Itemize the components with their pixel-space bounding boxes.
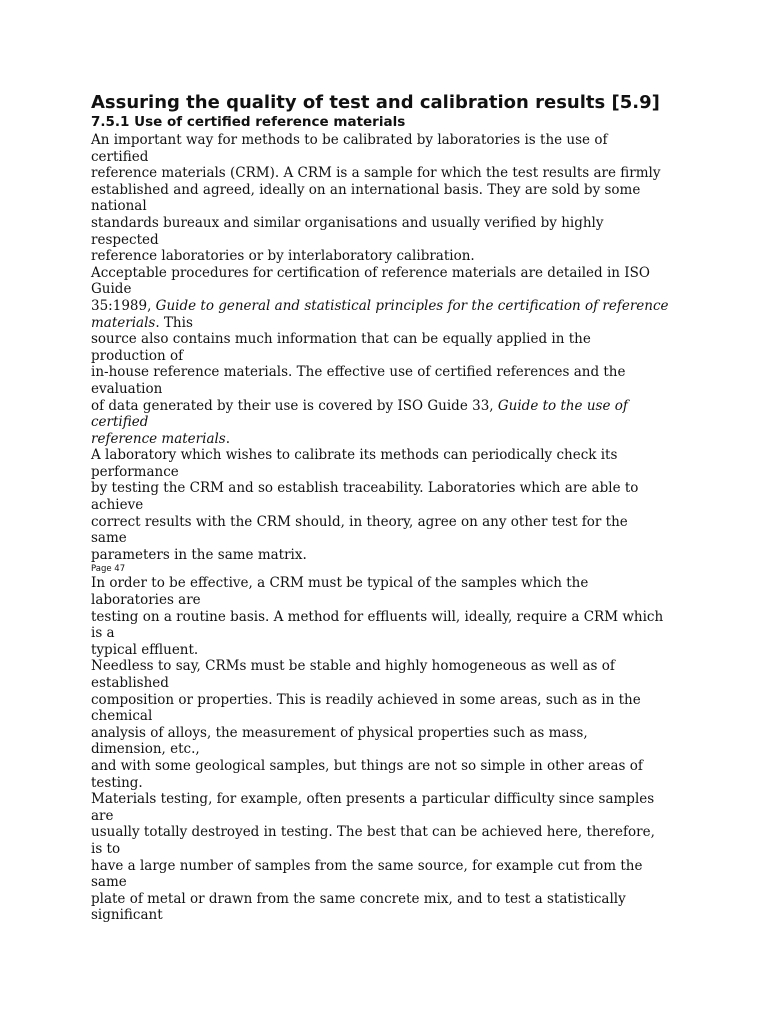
text-run: have a large number of samples from the same source, for example cut from the	[91, 857, 643, 874]
text-line	[91, 447, 691, 464]
text-line	[91, 348, 691, 365]
text-line	[91, 609, 691, 626]
text-run: Acceptable procedures for certification of reference materials are detailed in ISO	[91, 264, 650, 281]
italic-text-run: Guide to the use of	[497, 397, 628, 414]
text-line	[91, 149, 691, 166]
text-run: A laboratory which wishes to calibrate its methods can periodically check its	[91, 447, 618, 464]
text-run: parameters in the same matrix.	[91, 546, 307, 563]
text-run: is to	[91, 840, 121, 857]
text-line	[91, 480, 691, 497]
text-line	[91, 414, 691, 431]
document-title: Assuring the quality of test and calibration results [5.9]	[91, 92, 660, 113]
text-run: established	[91, 675, 169, 691]
text-line	[91, 642, 691, 659]
text-run: performance	[91, 463, 179, 480]
text-run: certified	[91, 148, 149, 165]
text-run: are	[91, 807, 114, 824]
text-line	[91, 232, 691, 249]
text-run: 35:1989,	[91, 297, 156, 314]
text-line	[91, 165, 691, 182]
text-line	[91, 592, 691, 609]
text-line	[91, 248, 691, 265]
text-line	[91, 675, 691, 692]
text-line	[91, 741, 691, 758]
text-run: of data generated by their use is covered by ISO Guide 33,	[91, 397, 498, 414]
text-line	[91, 315, 691, 332]
text-line	[91, 281, 691, 298]
text-run: usually totally destroyed in testing. The best that can be achieved here, therefore,	[91, 824, 655, 841]
text-run: dimension, etc.,	[91, 741, 200, 758]
text-line	[91, 874, 691, 891]
text-line	[91, 758, 691, 775]
text-run: composition or properties. This is readily achieved in some areas, such as in the	[91, 691, 641, 708]
text-run: analysis of alloys, the measurement of physical properties such as mass,	[91, 724, 588, 741]
text-line	[91, 381, 691, 398]
text-run: source also contains much information that can be equally applied in the	[91, 331, 591, 348]
text-line	[91, 514, 691, 531]
text-line	[91, 497, 691, 514]
text-line	[91, 891, 691, 908]
text-run: is a	[91, 625, 115, 642]
text-line	[91, 907, 691, 924]
text-line	[91, 625, 691, 642]
text-line	[91, 575, 691, 592]
text-run: testing.	[91, 774, 143, 791]
text-run: significant	[91, 907, 163, 924]
text-line	[91, 132, 691, 149]
text-line	[91, 265, 691, 282]
text-line	[91, 547, 691, 564]
text-line	[91, 841, 691, 858]
text-line	[91, 464, 691, 481]
text-run: correct results with the CRM should, in theory, agree on any other test for the	[91, 513, 628, 530]
text-run: . This	[155, 314, 193, 331]
text-line	[91, 658, 691, 675]
italic-text-run: certified	[91, 414, 149, 431]
text-run: established and agreed, ideally on an international basis. They are sold by some	[91, 181, 641, 198]
text-line	[91, 182, 691, 199]
text-run: testing on a routine basis. A method for effluents will, ideally, require a CRM which	[91, 608, 664, 625]
text-run: An important way for methods to be calibrated by laboratories is the use of	[91, 132, 608, 148]
document-page	[91, 92, 691, 924]
section-heading: 7.5.1 Use of certified reference materials	[91, 114, 406, 130]
text-run: In order to be effective, a CRM must be typical of the samples which the	[91, 575, 589, 592]
text-run: Guide	[91, 281, 132, 298]
text-run: laboratories are	[91, 592, 201, 609]
italic-text-run: Guide to general and statistical principles for the certification of reference	[155, 297, 669, 314]
text-line	[91, 791, 691, 808]
text-line	[91, 298, 691, 315]
text-line	[91, 364, 691, 381]
text-line	[91, 725, 691, 742]
text-run: .	[225, 430, 231, 447]
text-line	[91, 824, 691, 841]
text-run: respected	[91, 231, 159, 248]
text-run: same	[91, 874, 127, 891]
page-number: Page 47	[91, 564, 126, 575]
text-line	[91, 215, 691, 232]
text-run: and with some geological samples, but things are not so simple in other areas of	[91, 757, 643, 774]
text-run: Materials testing, for example, often presents a particular difficulty since samples	[91, 791, 655, 808]
text-run: plate of metal or drawn from the same concrete mix, and to test a statistically	[91, 890, 626, 907]
text-run: production of	[91, 347, 184, 364]
text-run: by testing the CRM and so establish traceability. Laboratories which are able to	[91, 480, 639, 497]
body-text-after	[91, 575, 691, 923]
text-run: achieve	[91, 497, 144, 514]
text-run: Needless to say, CRMs must be stable and highly homogeneous as well as of	[91, 658, 615, 675]
text-run: typical effluent.	[91, 641, 199, 658]
text-line	[91, 431, 691, 448]
italic-text-run: reference materials	[91, 430, 226, 447]
text-run: national	[91, 198, 147, 215]
text-run: reference materials (CRM). A CRM is a sample for which the test results are firmly	[91, 165, 661, 182]
text-line	[91, 858, 691, 875]
text-line	[91, 775, 691, 792]
text-run: chemical	[91, 708, 153, 725]
text-run: in-house reference materials. The effective use of certified references and the	[91, 364, 626, 381]
text-run: standards bureaux and similar organisations and usually verified by highly	[91, 214, 604, 231]
text-run: same	[91, 530, 127, 547]
text-line	[91, 198, 691, 215]
italic-text-run: materials	[91, 314, 156, 331]
text-line	[91, 398, 691, 415]
text-line	[91, 692, 691, 709]
text-line	[91, 808, 691, 825]
body-text-before	[91, 132, 691, 563]
text-line	[91, 530, 691, 547]
text-run: evaluation	[91, 380, 163, 397]
text-run: reference laboratories or by interlaboratory calibration.	[91, 248, 475, 265]
text-line	[91, 708, 691, 725]
text-line	[91, 331, 691, 348]
